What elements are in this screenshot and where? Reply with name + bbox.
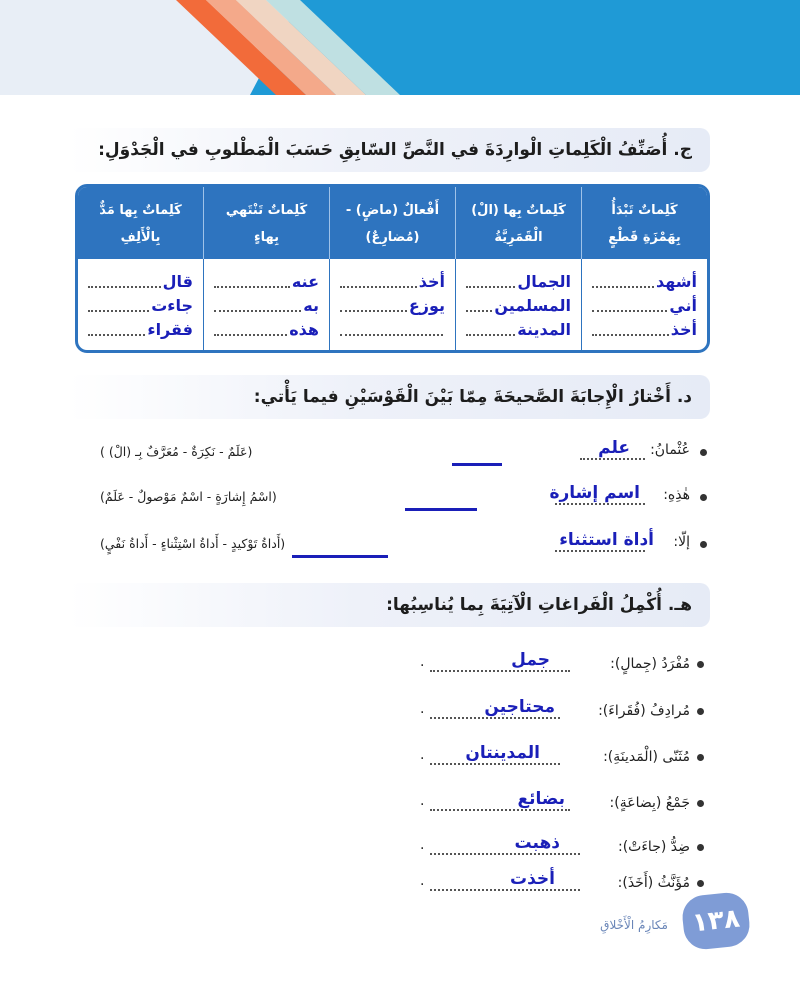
question-label: جَمْعُ (بِضاعَةٍ): [609,795,690,811]
answer-text: المسلمين [494,296,571,315]
section-d-heading [68,375,710,419]
fill-blank-item: مُؤَنَّثُ (أَخَذَ): أخذت . [420,869,690,891]
answer-text: أني [669,296,697,315]
answer-line[interactable] [582,293,707,317]
bullet-icon [697,754,704,761]
table-header-cell: كَلِماتٌ بِها مَدٌّ بِالْأَلِفِ [99,203,182,245]
choice-item [100,438,690,468]
table-column-madd [78,259,203,350]
bullet-icon [697,844,704,851]
answer-text: الجمال [517,272,571,291]
answer-line[interactable] [204,293,329,317]
header-banner [0,0,800,95]
page-number-badge: ١٣٨ [680,891,751,952]
bullet-icon [697,661,704,668]
table-header-row [78,187,707,259]
answer-text[interactable]: محتاجين [484,697,555,717]
answer-text[interactable]: أداة استثناء [559,530,654,550]
table-header-cell: كَلِماتٌ تَبْدَأُ بِهَمْزَةِ قَطْعٍ [581,187,707,259]
book-title: مَكارِمُ الْأَخْلاقِ [600,918,668,932]
selected-option-underline [292,555,388,558]
table-body-row [78,259,707,350]
section-j-title: ج. أُصَنِّفُ الْكَلِماتِ الْوارِدَةَ في النَّصِّ السّابِقِ حَسَبَ الْمَطْلوبِ في الْجَدْوَلِ: [98,140,692,160]
answer-line[interactable] [582,269,707,293]
table-column-verbs [329,259,455,350]
question-label: ضِدُّ (جاءَتْ): [617,839,690,855]
answer-line[interactable] [582,317,707,341]
answer-text: أخذ [418,272,445,291]
bullet-icon [700,494,707,501]
question-label: مُؤَنَّثُ (أَخَذَ): [617,875,690,891]
answer-line[interactable] [330,293,455,317]
answer-line[interactable] [330,269,455,293]
selected-option-underline [405,508,477,511]
section-j-heading [68,128,710,172]
section-h-title: هـ. أُكْمِلُ الْفَراغاتِ الْآتِيَةَ بِما يُناسِبُها: [386,595,692,615]
answer-text: المدينة [517,320,571,339]
question-label: مُفْرَدُ (جِمالٍ): [610,656,690,672]
table-column-hamza [581,259,707,350]
answer-text: جاءت [151,296,193,315]
answer-text: أشهد [655,272,697,291]
choice-item [100,483,690,513]
answer-line[interactable] [204,317,329,341]
answer-text[interactable]: جمل [511,650,550,670]
answer-line[interactable] [456,269,581,293]
fill-blank-item: مُرادِفُ (فُقَراءَ): محتاجين . [420,697,690,719]
answer-line[interactable] [78,269,203,293]
answer-text[interactable]: أخذت [510,869,555,889]
section-h-heading [68,583,710,627]
answer-text: أخذ [670,320,697,339]
answer-line[interactable] [456,317,581,341]
answer-text[interactable]: بضائع [517,789,565,809]
answer-line[interactable] [78,317,203,341]
answer-text[interactable]: ذهبت [514,833,560,853]
selected-option-underline [452,463,502,466]
section-d-title: د. أَخْتارُ الْإِجابَةَ الصَّحيحَةَ مِمّا بَيْنَ الْقَوْسَيْنِ فيما يَأْتي: [253,387,692,407]
question-label: إلّا: [673,534,690,550]
table-column-qamariya [455,259,581,350]
table-column-haa [203,259,329,350]
bullet-icon [700,541,707,548]
question-label: مُرادِفُ (فُقَراءَ): [598,703,690,719]
answer-text: يوزع [408,296,445,315]
classification-table [75,184,710,353]
answer-line[interactable] [204,269,329,293]
bullet-icon [697,800,704,807]
answer-line[interactable] [78,293,203,317]
options-text: (أَداةُ تَوْكيدٍ - أَداةُ اسْتِثْناءٍ - أَداةُ نَفْيٍ) [100,536,286,551]
fill-blank-item: مُثَنّى (الْمَدينَةِ): المدينتان . [420,743,690,765]
answer-line[interactable] [456,293,581,317]
options-text: (اسْمُ إِشارَةٍ - اسْمٌ مَوْصولٌ - عَلَمٌ) [100,489,277,504]
answer-text[interactable]: علم [598,438,630,458]
table-header-cell: كَلِماتٌ تَنْتَهي بِهاءٍ [203,187,329,259]
bullet-icon [697,708,704,715]
table-header-cell: أَفْعالٌ (ماضٍ) - (مُضارِعٌ) [329,187,455,259]
fill-blank-item: جَمْعُ (بِضاعَةٍ): بضائع . [420,789,690,811]
answer-text[interactable]: اسم إشارة [549,483,640,503]
fill-blank-item: ضِدُّ (جاءَتْ): ذهبت . [420,833,690,855]
answer-text: قال [162,272,193,291]
answer-text: عنه [291,272,319,291]
question-label: هٰذِهِ: [663,487,690,503]
answer-text[interactable]: المدينتان [465,743,540,763]
bullet-icon [700,449,707,456]
choice-item [100,530,690,560]
question-label: عُثْمانُ: [650,442,690,458]
answer-text: هذه [289,320,319,339]
question-label: مُثَنّى (الْمَدينَةِ): [603,749,690,765]
fill-blank-item: مُفْرَدُ (جِمالٍ): جمل . [420,650,690,672]
bullet-icon [697,880,704,887]
options-text: (عَلَمٌ - نَكِرَةٌ - مُعَرَّفٌ بِـ (الْ) ) [100,444,253,459]
answer-text: فقراء [147,320,193,339]
table-header-cell: كَلِماتٌ بِها (الْ) الْقَمَرِيَّةُ [455,187,581,259]
answer-line[interactable] [330,317,455,341]
answer-text: به [303,296,319,315]
